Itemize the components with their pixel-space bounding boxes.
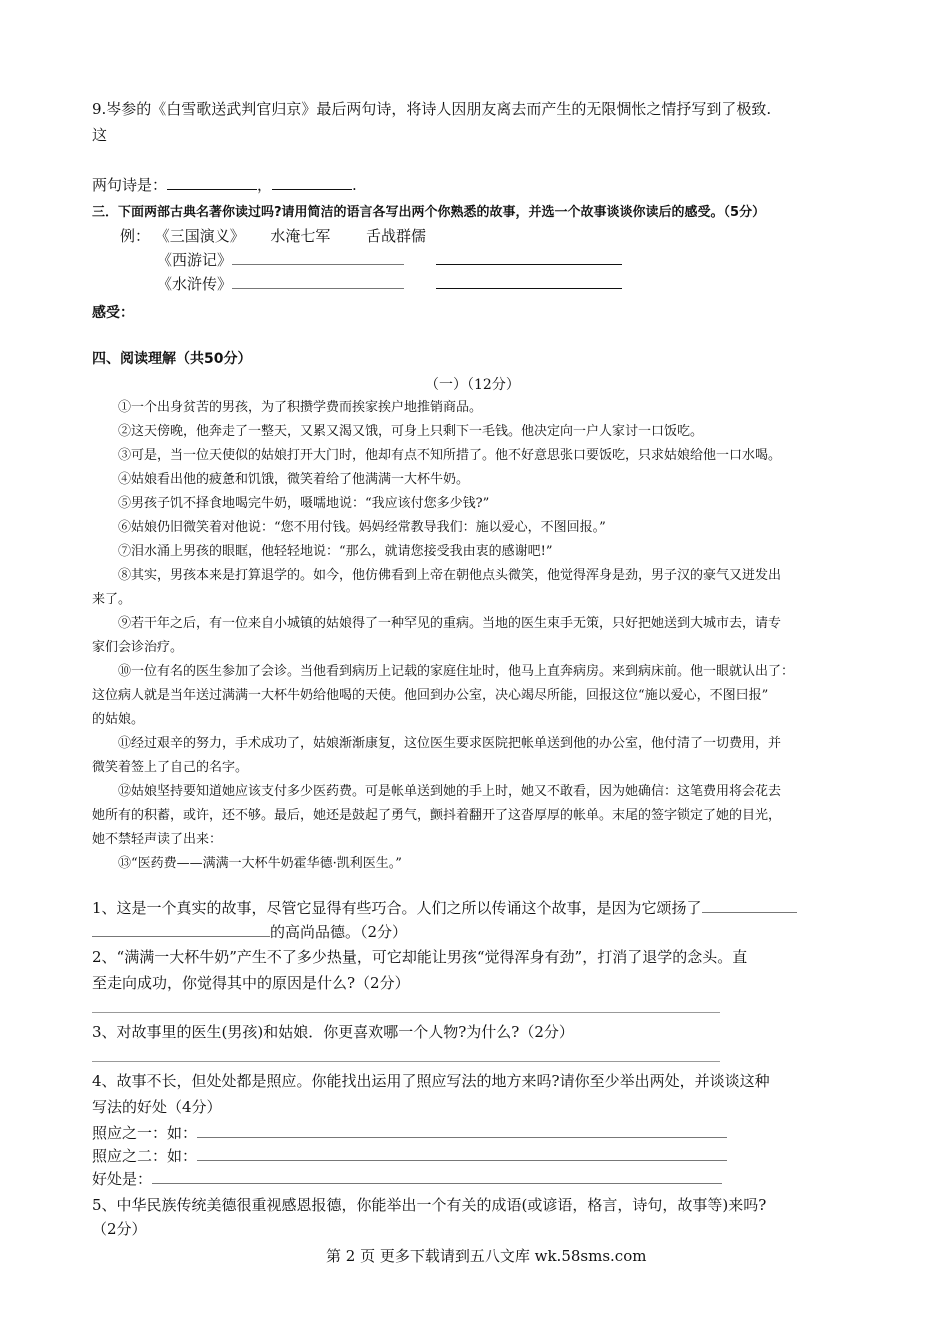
question-1-line2: 的高尚品德。（2分） xyxy=(92,921,407,942)
question-5-line2: （2分） xyxy=(92,1220,147,1238)
paragraph-9: ⑨若干年之后，有一位来自小城镇的姑娘得了一种罕见的重病。当地的医生束手无策，只好把她送到大城市去，请专 家们会诊治疗。 xyxy=(92,616,782,655)
section3-title: 三．下面两部古典名著你读过吗?请用简洁的语言各写出两个你熟悉的故事，并选一个故事谈谈你读后的感受。（5分） xyxy=(92,205,766,220)
question-1-blank-b[interactable] xyxy=(92,922,270,937)
question-4-line1: 4、故事不长，但处处都是照应。你能找出运用了照应写法的地方来吗?请你至少举出两处，并谈谈这种 xyxy=(92,1072,770,1090)
question-2-answer-line[interactable] xyxy=(92,1012,720,1013)
q9-period: . xyxy=(352,176,357,194)
q9-line2: 这 xyxy=(92,126,108,144)
question-4-benefit: 好处是： xyxy=(92,1168,722,1189)
q9-blank-1[interactable] xyxy=(167,175,257,190)
paragraph-13: ⑬“医药费——满满一大杯牛奶霍华德·凯利医生。” xyxy=(118,856,402,871)
shuihuzhuan-story-1-blank[interactable] xyxy=(232,274,404,289)
paragraph-6: ⑥姑娘仍旧微笑着对他说：“您不用付钱。妈妈经常教导我们：施以爱心，不图回报。” xyxy=(118,520,606,535)
echo-2-blank[interactable] xyxy=(197,1146,727,1161)
question-2-line2: 至走向成功，你觉得其中的原因是什么?（2分） xyxy=(92,974,410,992)
paragraph-12: ⑫姑娘坚持要知道她应该支付多少医药费。可是帐单送到她的手上时，她又不敢看，因为她确信：这笔费用将会花去 她所有的积蓄，或许，还不够。最后，她还是鼓起了勇气，颤抖着翻开了这沓厚厚的帐单。末尾的签字锁定了她的目光， 她不禁轻声读了出来： xyxy=(92,784,782,847)
reading-passage xyxy=(92,396,867,876)
example-story-2: 舌战群儒 xyxy=(365,227,426,245)
example-book: 《三国演义》 xyxy=(154,227,245,245)
question-1-blank-a[interactable] xyxy=(702,898,797,913)
q9-line1: 9.岑参的《白雪歌送武判官归京》最后两句诗，将诗人因朋友离去而产生的无限惆怅之情抒写到了极致. xyxy=(92,100,772,118)
xiyouji-story-1-blank[interactable] xyxy=(232,250,404,265)
shuihuzhuan-story-2-blank[interactable] xyxy=(436,274,622,289)
paragraph-2: ②这天傍晚，他奔走了一整天，又累又渴又饿，可身上只剩下一毛钱。他决定向一户人家讨一口饭吃。 xyxy=(118,424,704,439)
book-shuihuzhuan: 《水浒传》 xyxy=(157,275,233,293)
example-label: 例： xyxy=(120,227,151,245)
question-4-echo-2: 照应之二：如： xyxy=(92,1145,727,1166)
xiyouji-story-2-blank[interactable] xyxy=(436,250,622,265)
benefit-blank[interactable] xyxy=(152,1169,722,1184)
question-5-line1: 5、中华民族传统美德很重视感恩报德，你能举出一个有关的成语(或谚语，格言，诗句，故事等)来吗? xyxy=(92,1196,767,1214)
paragraph-11: ⑪经过艰辛的努力，手术成功了，姑娘渐渐康复，这位医生要求医院把帐单送到他的办公室，他付清了一切费用，并 微笑着签上了自己的名字。 xyxy=(92,736,782,775)
paragraph-1: ①一个出身贫苦的男孩，为了积攒学费而挨家挨户地推销商品。 xyxy=(118,400,483,415)
question-1-line1: 1、这是一个真实的故事，尽管它显得有些巧合。人们之所以传诵这个故事，是因为它颂扬了 xyxy=(92,897,797,918)
book-xiyouji: 《西游记》 xyxy=(157,251,233,269)
q9-comma: ， xyxy=(257,176,273,194)
section4-title: 四、阅读理解（共50分） xyxy=(92,351,252,367)
question-2-line1: 2、“满满一大杯牛奶”产生不了多少热量，可它却能让男孩“觉得浑身有劲”，打消了退学的念头。直 xyxy=(92,948,748,966)
section3-example xyxy=(120,225,426,246)
paragraph-10: ⑩一位有名的医生参加了会诊。当他看到病历上记载的家庭住址时，他马上直奔病房。来到病床前。他一眼就认出了： 这位病人就是当年送过满满一大杯牛奶给他喝的天使。他回到办公室，决心竭尽所能，回报这位“施以爱心，不图曰报” 的姑娘。 xyxy=(92,664,795,727)
paragraph-7: ⑦泪水涌上男孩的眼眶，他轻轻地说：“那么，就请您接受我由衷的感谢吧!” xyxy=(118,544,553,559)
paragraph-4: ④姑娘看出他的疲惫和饥饿，微笑着给了他满满一大杯牛奶。 xyxy=(118,472,470,487)
question-3: 3、对故事里的医生(男孩)和姑娘．你更喜欢哪一个人物?为什么?（2分） xyxy=(92,1023,574,1041)
question-4-line2: 写法的好处（4分） xyxy=(92,1098,222,1116)
paragraph-3: ③可是，当一位天使似的姑娘打开大门时，他却有点不知所措了。他不好意思张口要饭吃，只求姑娘给他一口水喝。 xyxy=(118,448,782,463)
question-4-echo-1: 照应之一：如： xyxy=(92,1122,727,1143)
feeling-label: 感受： xyxy=(92,305,134,321)
question-3-answer-line[interactable] xyxy=(92,1061,720,1062)
paragraph-8: ⑧其实，男孩本来是打算退学的。如今，他仿佛看到上帝在朝他点头微笑，他觉得浑身是劲，男子汉的豪气又迸发出 来了。 xyxy=(92,568,782,607)
echo-1-blank[interactable] xyxy=(197,1123,727,1138)
q9-blank-2[interactable] xyxy=(272,175,352,190)
page-footer: 第 2 页 更多下载请到五八文库 wk.58sms.com xyxy=(326,1247,647,1265)
book-row-shuihuzhuan xyxy=(157,273,622,294)
book-row-xiyouji xyxy=(157,249,622,270)
q9-answer-prefix: 两句诗是： xyxy=(92,176,168,194)
paragraph-5: ⑤男孩子饥不择食地喝完牛奶，嗫嚅地说：“我应该付您多少钱?” xyxy=(118,496,490,511)
q9-answer-row xyxy=(92,174,357,195)
part-one-title: （一）（12分） xyxy=(425,377,520,393)
example-story-1: 水淹七军 xyxy=(270,227,331,245)
